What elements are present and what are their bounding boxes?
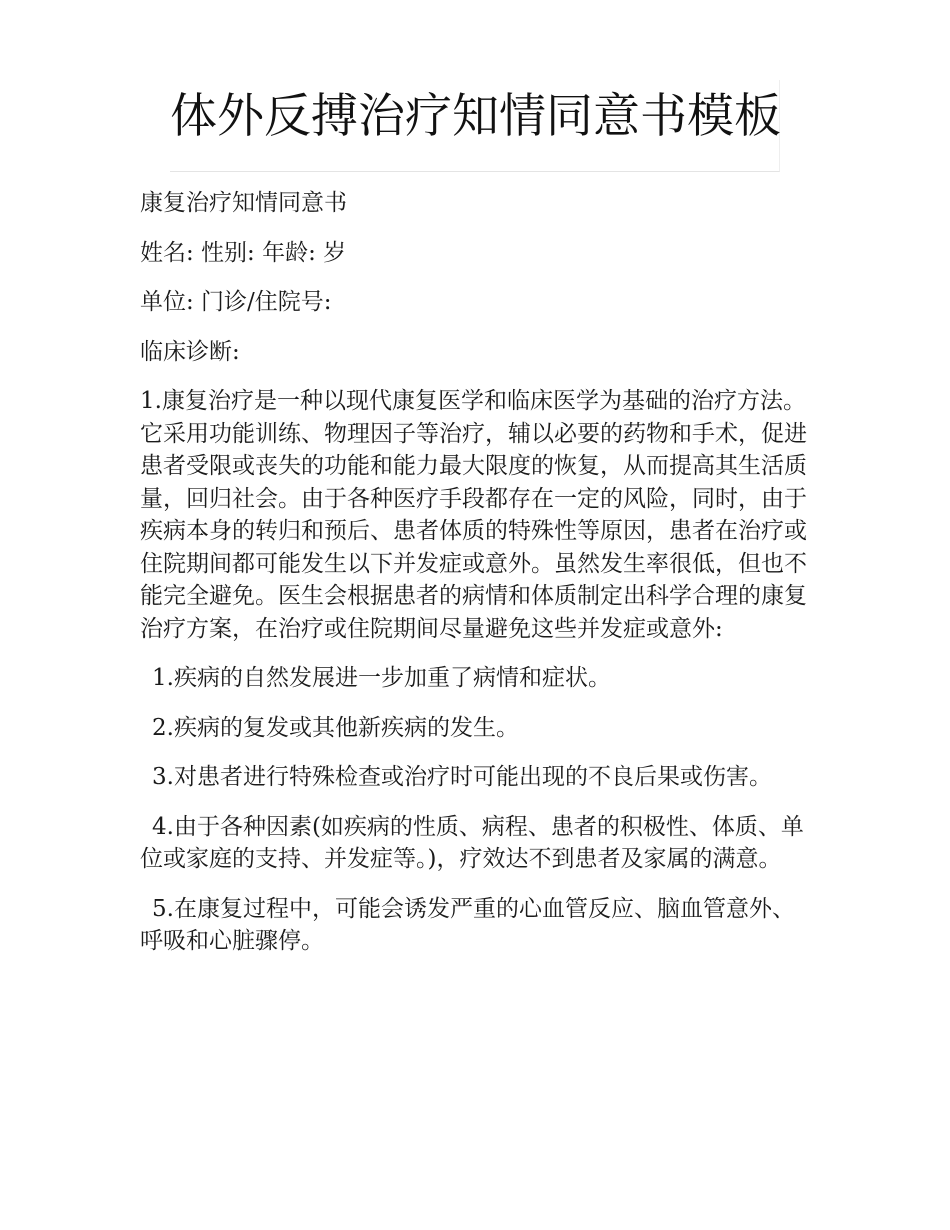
list-item: 2.疾病的复发或其他新疾病的发生。 — [152, 714, 519, 741]
list-item: 5.在康复过程中，可能会诱发严重的心血管反应、脑血管意外、呼吸和心脏骤停。 — [140, 895, 795, 954]
intro-paragraph: 1.康复治疗是一种以现代康复医学和临床医学为基础的治疗方法。它采用功能训练、物理因子等治疗，辅以必要的药物和手术，促进患者受限或丧失的功能和能力最大限度的恢复，从而提高其生活质量，回归社会。由于各种医疗手段都存在一定的风险，同时，由于疾病本身的转归和预后、患者体质的特殊性等原因，患者在治疗或住院期间都可能发生以下并发症或意外。虽然发生率很低，但也不能完全避免。医生会根据患者的病情和体质制定出科学合理的康复治疗方案，在治疗或住院期间尽量避免这些并发症或意外: — [140, 388, 807, 642]
diagnosis-line: 临床诊断: — [140, 338, 240, 365]
patient-info-line: 姓名: 性别: 年龄: 岁 — [140, 239, 347, 266]
list-item: 3.对患者进行特殊检查或治疗时可能出现的不良后果或伤害。 — [152, 764, 772, 790]
title-block — [170, 80, 780, 172]
document-body — [140, 187, 816, 975]
document-title: 体外反搏治疗知情同意书模板 — [170, 89, 781, 144]
document-subtitle: 康复治疗知情同意书 — [140, 190, 347, 216]
list-item: 4.由于各种因素(如疾病的性质、病程、患者的积极性、体质、单位或家庭的支持、并发症等。)，疗效达不到患者及家属的满意。 — [140, 813, 804, 872]
list-item: 1.疾病的自然发展进一步加重了病情和症状。 — [152, 665, 611, 691]
unit-info-line: 单位: 门诊/住院号: — [140, 289, 332, 315]
